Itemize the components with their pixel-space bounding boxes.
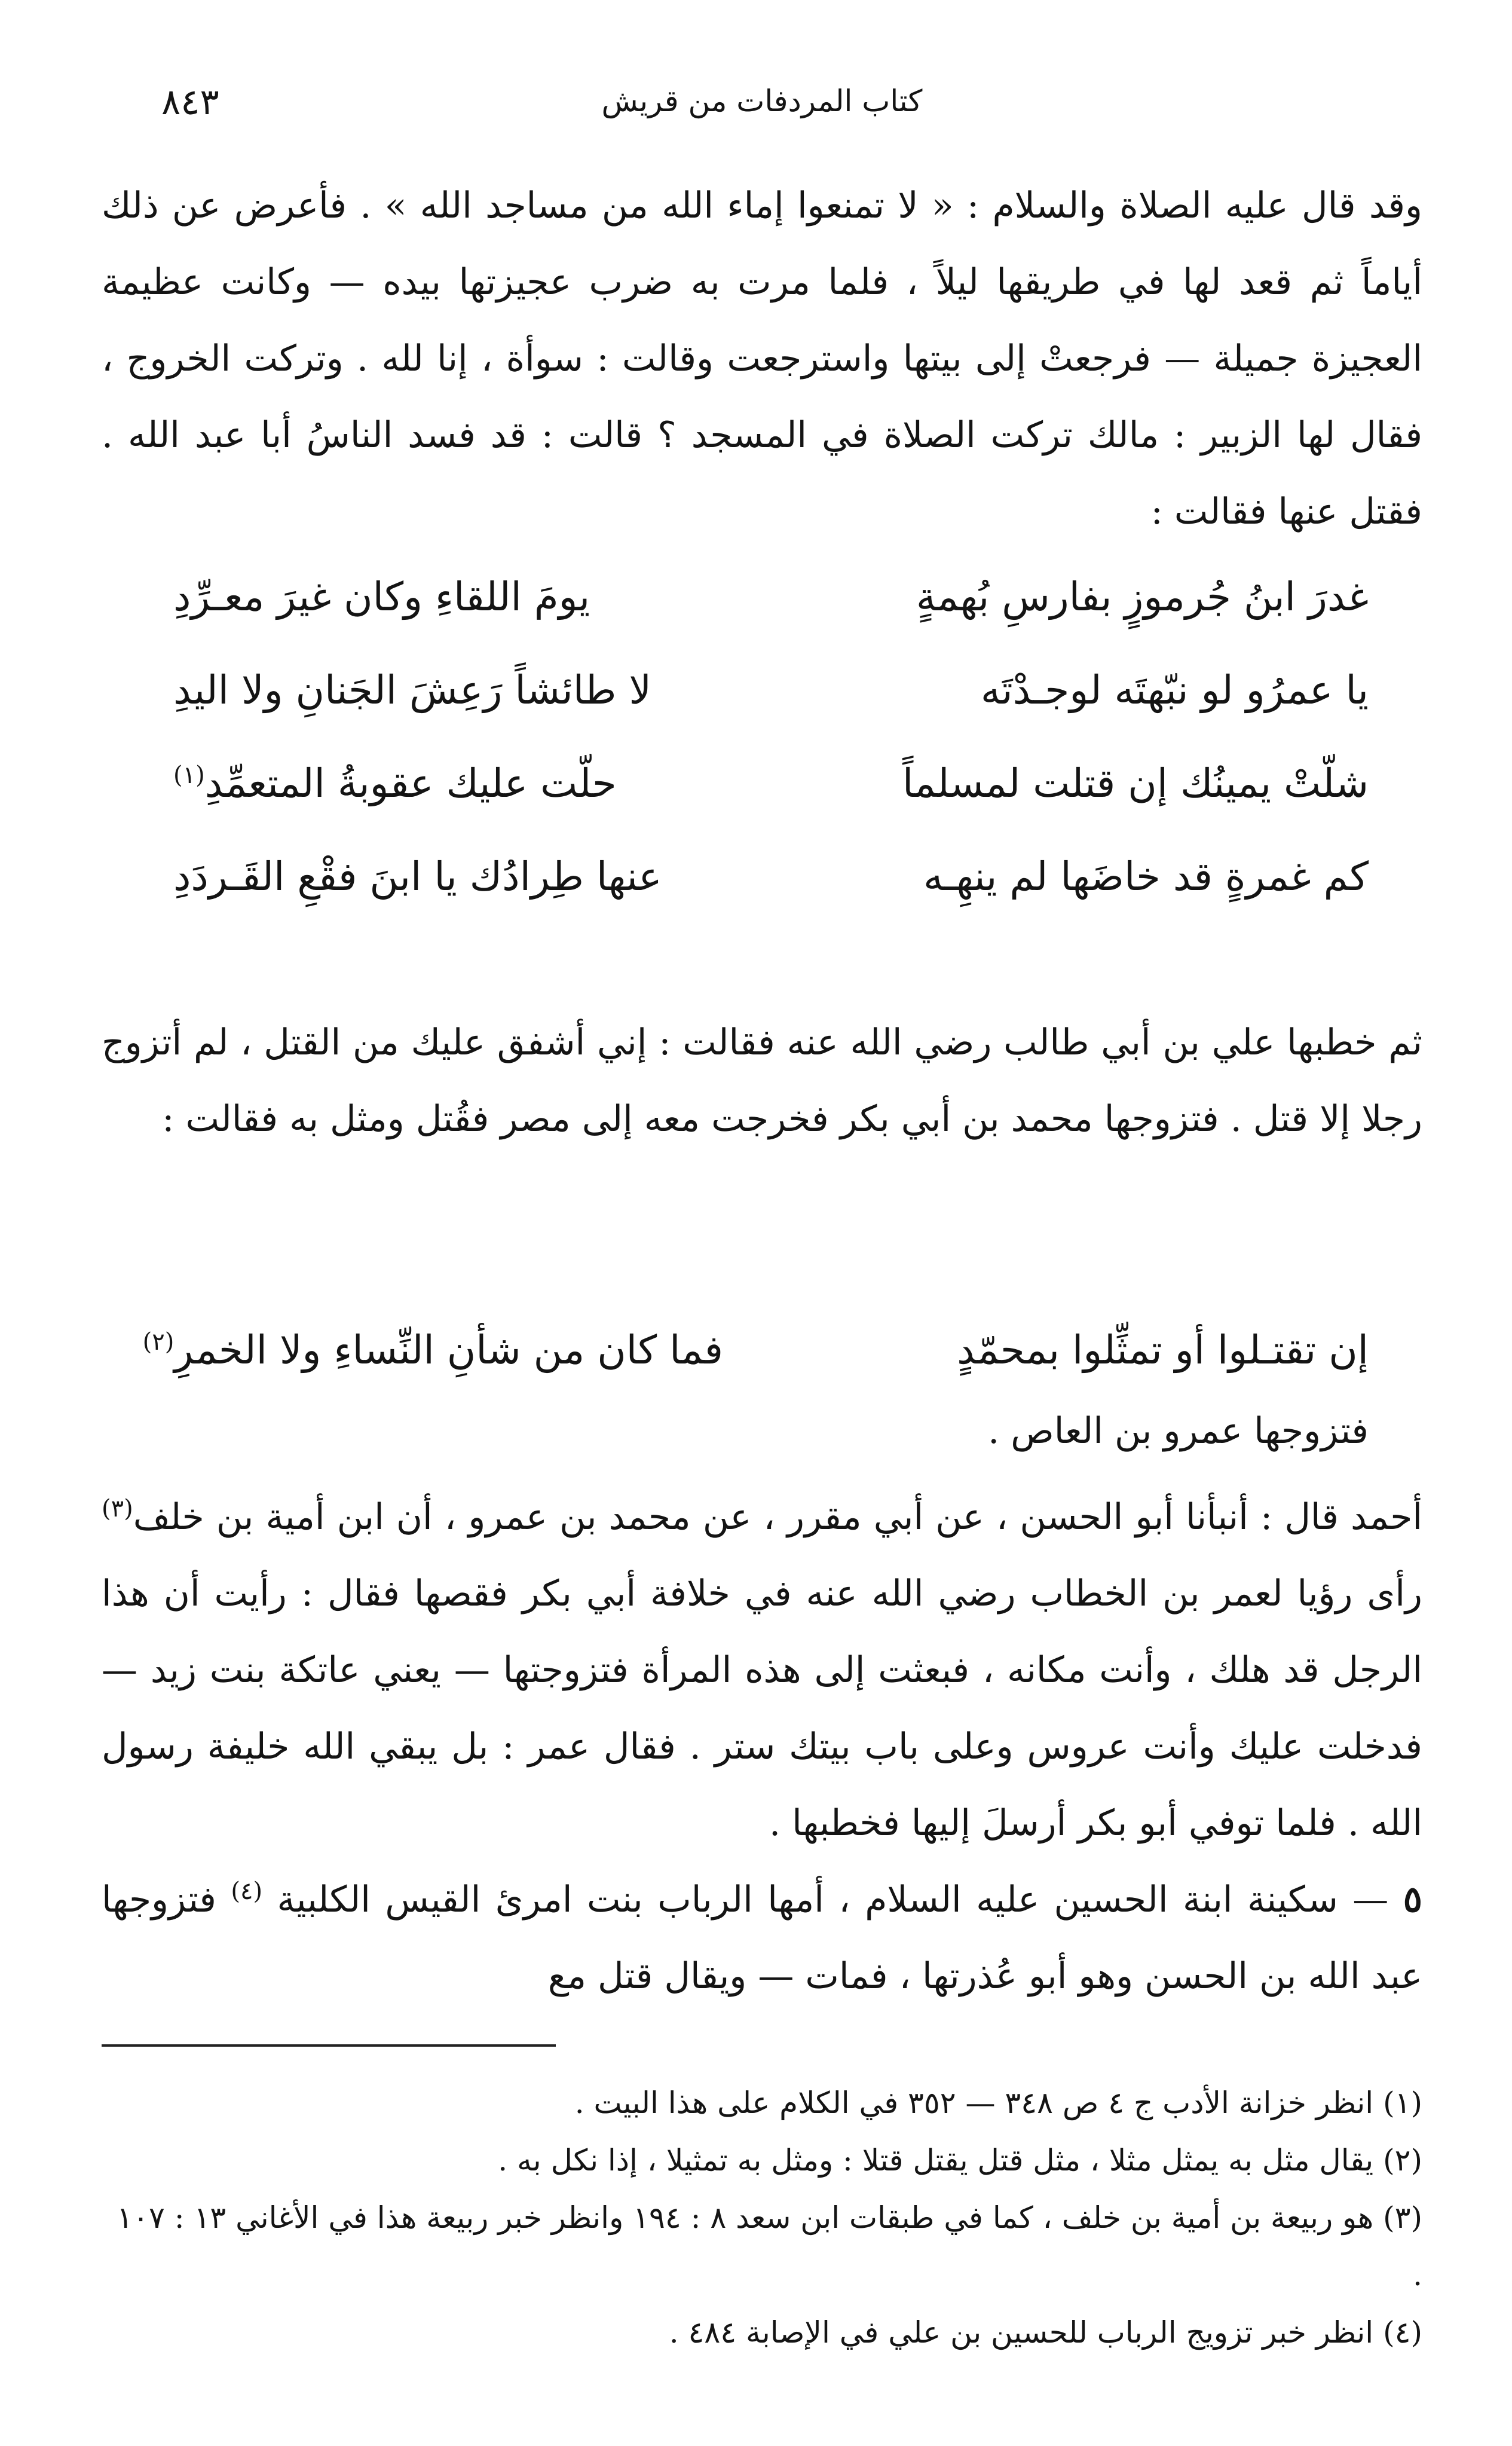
page-header [102,72,1422,143]
verse-4-first: كم غمرةٍ قد خاضَها لم ينهِـه [923,853,1369,900]
paragraph-4-text-a: أحمد قال : أنبأنا أبو الحسن ، عن أبي مقرر ، عن محمد بن عمرو ، أن ابن أمية بن خلف [133,1496,1422,1538]
verse-3 [173,736,1369,830]
footnote-ref-1: (١) [173,761,205,789]
footnote-4 [102,2304,1422,2361]
footnote-2-num: (٢) [1383,2143,1422,2178]
poem-second [142,1303,1369,1396]
verse-5-second-text: فما كان من شأنِ النِّساءِ ولا الخمرِ [174,1326,723,1373]
footnote-3-num: (٣) [1383,2200,1422,2235]
section-5-body [102,1853,1422,2014]
paragraph-3-text: فتزوجها عمرو بن العاص . [988,1410,1369,1452]
book-page [102,72,1422,2403]
section-5-text-a: — سكينة ابنة الحسين عليه السلام ، أمها الرباب بنت امرئ القيس الكلبية [277,1879,1389,1921]
footnote-1 [102,2074,1422,2132]
paragraph-2 [102,1004,1422,1157]
verse-3-second [173,760,723,806]
page-number: ٨٤٣ [161,81,219,123]
footnote-separator [102,2044,556,2047]
paragraph-2-text: ثم خطبها علي بن أبي طالب رضي الله عنه فقالت : إني أشفق عليك من القتل ، لم أتزوج رجلا إلا قتل . فتزوجها محمد بن أبي بكر فخرجت معه إلى مصر فقُتل ومثل به فقالت : [102,1022,1422,1140]
section-number: ٥ [1403,1879,1423,1921]
footnote-ref-3: (٣) [102,1495,133,1522]
verse-4-second: عنها طِرادُك يا ابنَ فقْعِ القَـردَدِ [173,853,662,900]
verse-5 [142,1303,1369,1396]
footnote-3-text: هو ربيعة بن أمية بن خلف ، كما في طبقات ابن سعد ٨ : ١٩٤ وانظر خبر ربيعة هذا في الأغاني ١٣ : ١٠٧ . [117,2200,1422,2292]
verse-5-first: إن تقتـلوا أو تمثِّلوا بمحمّدٍ [957,1326,1369,1373]
paragraph-4-body [102,1470,1422,1861]
paragraph-4-text-b: رأى رؤيا لعمر بن الخطاب رضي الله عنه في خلافة أبي بكر فقصها فقال : رأيت أن هذا الرجل قد هلك ، وأنت مكانه ، فبعثت إلى هذه المرأة فتزوجتها — يعني عاتكة بنت زيد — فدخلت عليك وأنت عروس وعلى باب بيتك ستر . فقال عمر : بل يبقي الله خليفة رسول الله . فلما توفي أبو بكر أرسلَ إليها فخطبها . [102,1573,1423,1844]
verse-3-first: شلّتْ يمينُك إن قتلت لمسلماً [902,760,1369,806]
verse-5-second [142,1326,723,1373]
footnote-ref-2: (٢) [142,1328,175,1356]
verse-1 [173,550,1369,643]
section-5-text-b: فتزوجها عبد الله بن الحسن وهو أبو عُذرتها ، فمات — ويقال قتل مع [102,1879,1422,1997]
paragraph-3 [102,1393,1369,1469]
verse-2-first: يا عمرُو لو نبّهتَه لوجـدْتَه [980,666,1369,713]
footnote-2-text: يقال مثل به يمثل مثلا ، مثل قتل يقتل قتلا : ومثل به تمثيلا ، إذا نكل به . [498,2143,1374,2178]
running-title: كتاب المردفات من قريش [601,84,923,118]
intro-text: وقد قال عليه الصلاة والسلام : « لا تمنعوا إماء الله من مساجد الله » . فأعرض عن ذلك أياماً ثم قعد لها في طريقها ليلاً ، فلما مرت به ضرب عجيزتها بيده — وكانت عظيمة العجيزة جميلة — فرجعتْ إلى بيتها واسترجعت وقالت : سوأة ، إنا لله . وتركت الخروج ، فقال لها الزبير : مالك تركت الصلاة في المسجد ؟ قالت : قد فسد الناسُ أبا عبد الله . فقتل عنها فقالت : [102,185,1422,533]
verse-2 [173,643,1369,736]
intro-paragraph [102,167,1422,550]
verse-1-second: يومَ اللقاءِ وكان غيرَ معـرِّدِ [173,573,590,620]
poem-first [173,550,1369,923]
footnote-1-text: انظر خزانة الأدب ج ٤ ص ٣٤٨ — ٣٥٢ في الكلام على هذا البيت . [574,2086,1374,2120]
footnote-ref-4: (٤) [231,1878,263,1905]
footnote-4-text: انظر خبر تزويج الرباب للحسين بن علي في الإصابة ٤٨٤ . [669,2315,1374,2350]
footnote-1-num: (١) [1383,2086,1422,2120]
footnote-2 [102,2132,1422,2189]
footnote-4-num: (٤) [1383,2315,1422,2350]
verse-1-first: غدرَ ابنُ جُرموزٍ بفارسِ بُهمةٍ [916,573,1369,620]
footnote-3 [102,2189,1422,2304]
verse-2-second: لا طائشاً رَعِشَ الجَنانِ ولا اليدِ [173,666,651,713]
verse-3-second-text: حلّت عليك عقوبةُ المتعمِّدِ [204,760,617,806]
footnotes [102,2074,1422,2361]
verse-4 [173,830,1369,923]
section-5 [102,1853,1422,2014]
paragraph-4 [102,1470,1422,1861]
